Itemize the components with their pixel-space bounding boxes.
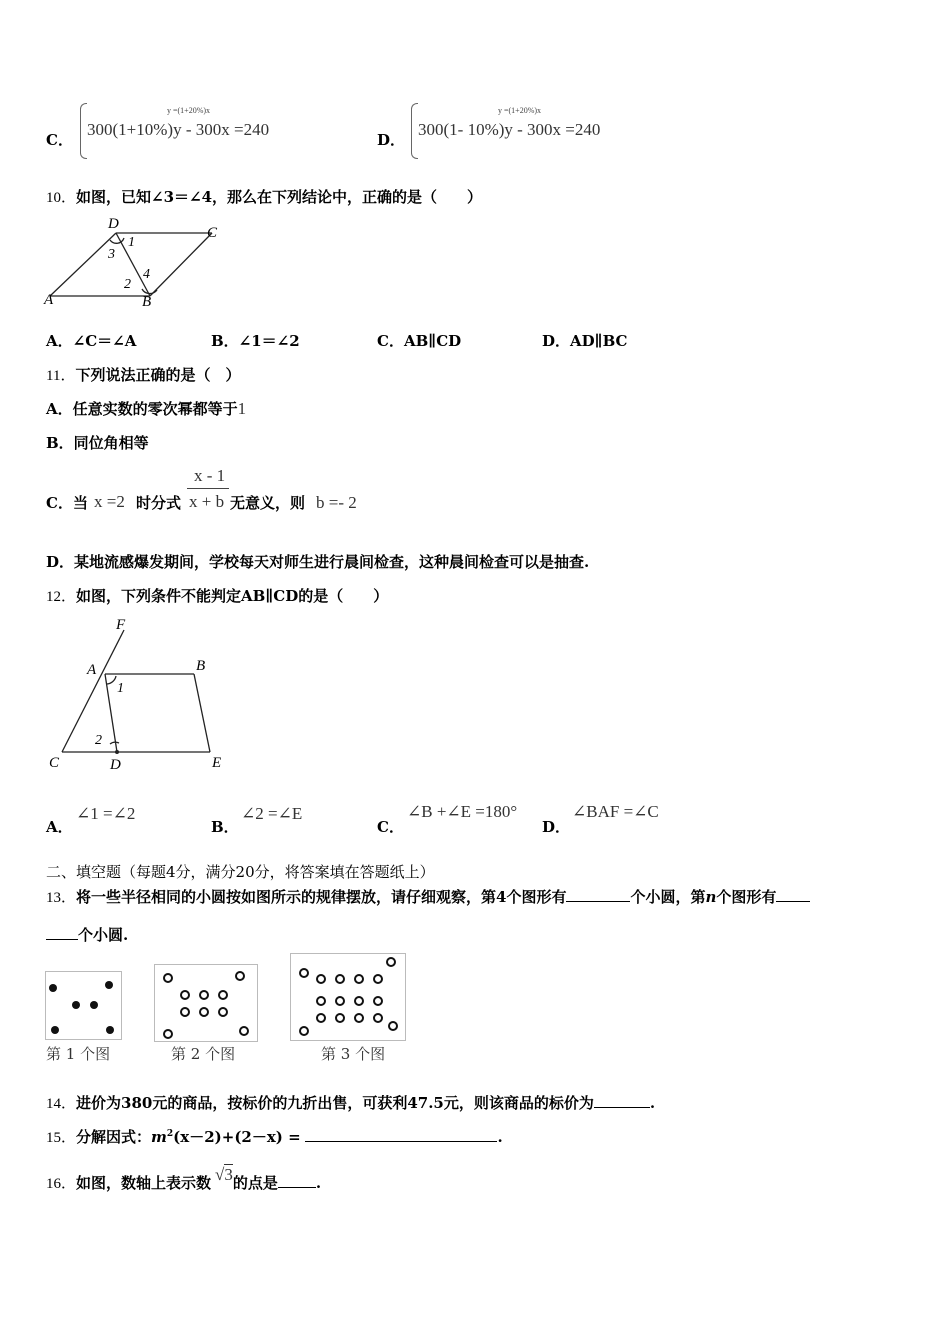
q10-label-3: 3 [108,247,115,262]
circle [239,1026,249,1036]
q12-stem: 12．如图，下列条件不能判定AB∥CD的是（ ） [46,587,389,605]
q10-option-c[interactable]: C．AB∥CD [377,332,462,350]
circle [373,974,383,984]
q10-option-a[interactable]: A．∠C＝∠A [46,332,137,350]
q13-caption-1: 第 1 个图 [46,1045,111,1063]
circle [199,1007,209,1017]
circle [218,1007,228,1017]
circle [386,957,396,967]
circle [316,1013,326,1023]
q12-label-f: F [116,617,126,633]
q11-stem: 11．下列说法正确的是（ ） [46,366,241,384]
q12-option-a[interactable]: A． ∠1 =∠2 [46,804,136,836]
circle [299,1026,309,1036]
q12-label-b: B [196,658,206,674]
q10-label-a: A [44,292,54,308]
q12-point-d [115,750,119,754]
q11-fraction-bar [187,488,229,489]
q11-option-a[interactable]: A．任意实数的零次幂都等于1 [46,399,247,418]
section-title: 二、填空题（每题4分，满分20分，将答案填在答题纸上） [46,863,435,881]
circle [72,1001,80,1009]
q16: 16．如图，数轴上表示数 √3的点是 . [46,1165,322,1192]
q9-option-c-eq1: y =(1+20%)x [167,106,211,115]
circle [354,974,364,984]
q13-blank-1[interactable] [566,901,630,902]
q14: 14．进价为380元的商品，按标价的九折出售，可获利47.5元，则该商品的标价为 . [46,1094,656,1112]
circle [163,1029,173,1039]
q10-option-b[interactable]: B．∠1＝∠2 [211,332,300,350]
q13-line2: 个小圆. [46,924,128,945]
q13-figure-2 [154,964,258,1042]
q10-stem: 10．如图，已知∠3＝∠4，那么在下列结论中，正确的是（ ） [46,188,483,206]
q9-option-c-label: C． [46,131,73,149]
circle [388,1021,398,1031]
q9-option-d-label: D． [377,131,406,149]
q12-label-e: E [212,755,222,771]
q16-blank[interactable] [278,1187,316,1188]
q12-label-2: 2 [95,733,102,748]
q11-fraction-denominator: x + b [189,492,225,511]
q12-option-d[interactable]: D． ∠BAF =∠C [542,802,659,836]
circle [299,968,309,978]
q10-label-1: 1 [128,235,135,250]
circle [335,1013,345,1023]
circle [49,984,57,992]
q13-caption-3: 第 3 个图 [321,1045,386,1063]
q10-label-2: 2 [124,277,131,292]
q10-label-4: 4 [143,267,150,282]
q15: 15．分解因式：$m^2(x-2)+(2-x)$ = . [46,1128,503,1146]
q12-label-a: A [87,662,97,678]
circle [180,990,190,1000]
q10-option-d[interactable]: D．AD∥BC [542,332,628,350]
circle [373,1013,383,1023]
circle [218,990,228,1000]
q15-blank[interactable] [305,1141,497,1142]
q10-label-b: B [142,294,152,310]
circle [235,971,245,981]
q12-label-c: C [49,755,60,771]
q13-figure-1 [45,971,122,1040]
circle [105,981,113,989]
circle [106,1026,114,1034]
q11-fraction-numerator: x - 1 [194,466,226,485]
q11-option-d[interactable]: D．某地流感爆发期间，学校每天对师生进行晨间检查，这种晨间检查可以是抽查. [46,553,590,571]
circle [51,1026,59,1034]
q9-option-d-brace [411,103,418,159]
q14-blank[interactable] [594,1107,650,1108]
circle [373,996,383,1006]
q9-option-c-eq2: 300(1+10%)y - 300x =240 [87,120,270,139]
q13-figure-3 [290,953,406,1041]
circle [316,996,326,1006]
q13-line1: 13．将一些半径相同的小圆按如图所示的规律摆放，请仔细观察，第4个图形有 个小圆，第n个图形有 [46,886,810,907]
q9-option-d-eq1: y =(1+20%)x [498,106,542,115]
circle [335,996,345,1006]
circle [354,996,364,1006]
q9-option-c-brace [80,103,87,159]
q12-label-d: D [110,757,121,773]
circle [335,974,345,984]
q13-blank-2b[interactable] [46,939,78,940]
circle [163,973,173,983]
q11-option-b[interactable]: B．同位角相等 [46,434,149,452]
q12-figure [40,612,240,776]
q16-sqrt: √3 [215,1165,233,1184]
q12-option-b[interactable]: B． ∠2 =∠E [211,804,303,836]
circle [180,1007,190,1017]
q10-label-d: D [108,216,119,232]
q9-option-d-eq2: 300(1- 10%)y - 300x =240 [418,120,601,139]
circle [316,974,326,984]
q10-figure [40,214,230,310]
circle [354,1013,364,1023]
circle [199,990,209,1000]
q12-option-c[interactable]: C． ∠B +∠E =180° [377,802,518,836]
q10-label-c: C [207,225,218,241]
q12-label-1: 1 [117,681,124,696]
q13-caption-2: 第 2 个图 [171,1045,236,1063]
q13-blank-2a[interactable] [776,901,810,902]
circle [90,1001,98,1009]
